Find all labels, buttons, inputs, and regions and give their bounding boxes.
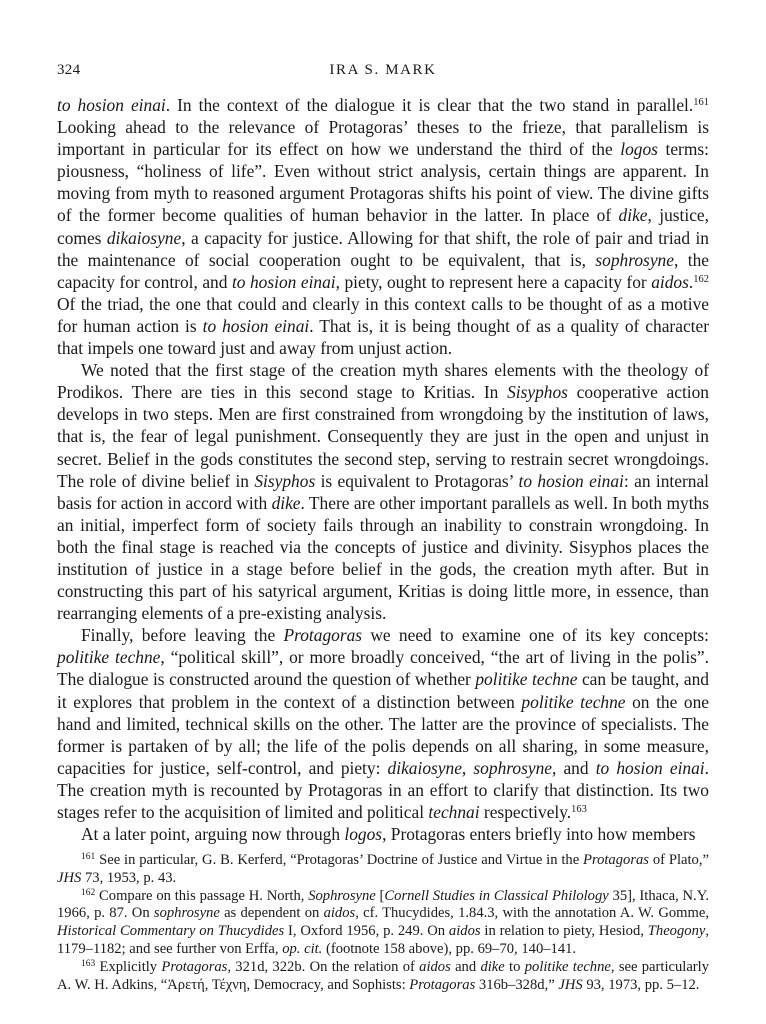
text-run: , 321d, 322b. On the relation of [227, 958, 420, 975]
text-run: , and [551, 757, 596, 778]
paragraph [57, 94, 709, 359]
footnote-163 [57, 959, 709, 995]
italic-term: politike techne [57, 647, 161, 668]
footnote-ref: 163 [571, 804, 587, 815]
footnote-162 [57, 888, 709, 959]
italic-term: to hosion einai [595, 757, 705, 778]
italic-term: dike [271, 492, 301, 513]
text-run: At a later point, arguing now through [81, 824, 345, 845]
paragraph [57, 624, 709, 823]
text-run: , piety, ought to represent here a capacity for [335, 271, 652, 292]
italic-term: politike techne [524, 958, 611, 975]
text-run: Compare on this passage H. North, [95, 887, 309, 904]
text-run: as dependent on [219, 905, 324, 922]
paragraph [57, 823, 709, 845]
text-run: [ [375, 887, 385, 904]
italic-term: aidos [651, 271, 689, 292]
italic-term: to hosion einai [231, 271, 336, 292]
italic-term: aidos [448, 923, 481, 940]
italic-term: JHS [57, 869, 82, 886]
italic-term: Protagoras [583, 852, 649, 868]
italic-term: to hosion einai [518, 470, 624, 491]
text-run: Explicitly [95, 958, 162, 975]
text-run: can be taught, and it explores that problem in the context of a distinction between [57, 669, 709, 712]
text-run: , Protagoras enters briefly into how members [382, 824, 696, 845]
text-run: (footnote 158 above), pp. 69–70, 140–141. [322, 940, 577, 957]
text-run: 73, 1953, p. 43. [81, 869, 177, 886]
italic-term: politike techne [521, 691, 626, 712]
footnote-ref: 161 [693, 97, 709, 108]
italic-term: Sophrosyne [308, 887, 376, 904]
text-run: . The creation myth is recounted by Protagoras in an effort to clarify that distinction. Its two stages refer to the acquisition of limited and political [57, 757, 709, 822]
text-run: . [688, 271, 694, 292]
footnote-ref: 161 [81, 852, 96, 862]
text-run: is equivalent to Protagoras’ [315, 470, 519, 491]
footnote-161 [57, 852, 709, 888]
text-run: , “political skill”, or more broadly conceived, “the art of living in the polis”. The dialogue is constructed around the question of whether [57, 647, 709, 690]
italic-term: dikaiosyne [106, 227, 182, 248]
italic-term: logos [620, 139, 658, 160]
text-run: , see particularly A. W. H. Adkins, “Ἀρετή, Τέχνη, Democracy, and Sophists: [57, 958, 710, 993]
text-run: . In the context of the dialogue it is clear that the two stand in parallel. [165, 95, 694, 115]
italic-term: Theogony [647, 923, 706, 940]
italic-term: Sisyphos [507, 382, 568, 403]
text-run: terms: piousness, “holiness of life”. Even without strict analysis, certain things are apparent. In moving from myth to reasoned argument Protagoras shifts his point of view. The divine gifts of the former become qualities of human behavior in the latter. In place of [57, 139, 709, 226]
italic-term: sophrosyne [153, 905, 220, 922]
text-run: and [450, 958, 481, 975]
text-run: , the capacity for control, and [57, 249, 709, 292]
italic-term: Sisyphos [254, 470, 316, 491]
text-run: We noted that the first stage of the creation myth shares elements with the theology of Prodikos. There are ties in this second stage to Kritias. In [57, 360, 709, 403]
running-head: IRA S. MARK [329, 62, 437, 78]
italic-term: to hosion einai [57, 95, 166, 115]
text-run: 316b–328d,” [475, 976, 559, 993]
text-run: 93, 1973, pp. 5–12. [582, 976, 700, 993]
italic-term: aidos [323, 905, 356, 922]
italic-term: politike techne [475, 669, 578, 690]
footnotes [57, 852, 709, 994]
italic-term: dike [618, 205, 648, 226]
text-run: of Plato,” [648, 852, 709, 868]
footnote-ref: 163 [81, 958, 96, 969]
text-run: , [461, 757, 474, 778]
text-run: : an internal basis for action in accord with [57, 470, 709, 513]
italic-term: Cornell Studies in Classical Philology [384, 887, 609, 904]
text-run: 35], Ithaca, N.Y. 1966, p. 87. On [57, 887, 709, 922]
text-run: to [504, 958, 525, 975]
page-number: 324 [57, 62, 81, 78]
text-run: , 1179–1182; and see further von Erffa, [57, 923, 709, 957]
text-run: , a capacity for justice. Allowing for that shift, the role of pair and triad in the maintenance of social cooperation ought to be equivalent, that is, [57, 227, 709, 270]
text-run: respectively. [479, 802, 572, 822]
italic-term: Protagoras [283, 625, 363, 646]
text-run: in relation to piety, Hesiod, [480, 923, 648, 940]
text-run: we need to examine one of its key concepts: [362, 625, 709, 646]
text-run: Of the triad, the one that could and clearly in this context calls to be thought of as a motive for human action is [57, 293, 709, 336]
text-run: cooperative action develops in two steps. Men are first constrained from wrongdoing by the institution of laws, that is, the fear of legal punishment. Consequently they are just in the open and unjust in secret. Belief in the gods constitutes the second step, serving to restrain secret wrongdoings. The role of divine belief in [57, 382, 709, 491]
italic-term: Protagoras [409, 976, 476, 993]
text-run: , justice, comes [57, 205, 709, 248]
italic-term: dike [480, 958, 505, 975]
paragraph [57, 359, 709, 624]
italic-term: JHS [558, 976, 583, 993]
text-run: . There are other important parallels as well. In both myths an initial, imperfect form of society fails through an inability to constrain wrongdoing. In both the final stage is reached via the concepts of justice and divinity. Sisyphos places the institution of justice in a stage before belief in the gods, the creation myth after. But in constructing this part of his satyrical argument, Kritias is doing little more, in essence, than rearranging elements of a pre-existing analysis. [57, 492, 709, 624]
italic-term: Historical Commentary on Thucydides [57, 923, 285, 940]
text-run: . That is, it is being thought of as a quality of character that impels one toward just and away from unjust action. [57, 315, 710, 359]
text-run: See in particular, G. B. Kerferd, “Protagoras’ Doctrine of Justice and Virtue in the [95, 852, 584, 868]
text-run: Finally, before leaving the [81, 625, 284, 646]
italic-term: op. cit. [282, 940, 323, 957]
italic-term: Protagoras [161, 958, 228, 975]
italic-term: aidos [419, 958, 451, 975]
italic-term: technai [428, 802, 480, 822]
italic-term: dikaiosyne [387, 757, 462, 778]
footnote-ref: 162 [693, 273, 709, 285]
text-run: I, Oxford 1956, p. 249. On [284, 923, 449, 940]
body-text [57, 94, 709, 845]
text-run: on the one hand and limited, technical skills on the other. The latter are the province of specialists. The former is partaken of by all; the life of the polis depends on all sharing, in some measure, capacities for justice, self-control, and piety: [57, 691, 709, 778]
text-run: , cf. Thucydides, 1.84.3, with the annotation A. W. Gomme, [355, 905, 709, 922]
italic-term: sophrosyne [473, 757, 552, 778]
italic-term: to hosion einai [202, 315, 310, 336]
italic-term: sophrosyne [595, 249, 674, 270]
text-run: Looking ahead to the relevance of Protagoras’ theses to the frieze, that parallelism is important in particular for its effect on how we understand the third of the [57, 117, 709, 160]
page-header [0, 62, 766, 82]
footnote-ref: 162 [81, 887, 96, 898]
italic-term: logos [344, 824, 383, 845]
